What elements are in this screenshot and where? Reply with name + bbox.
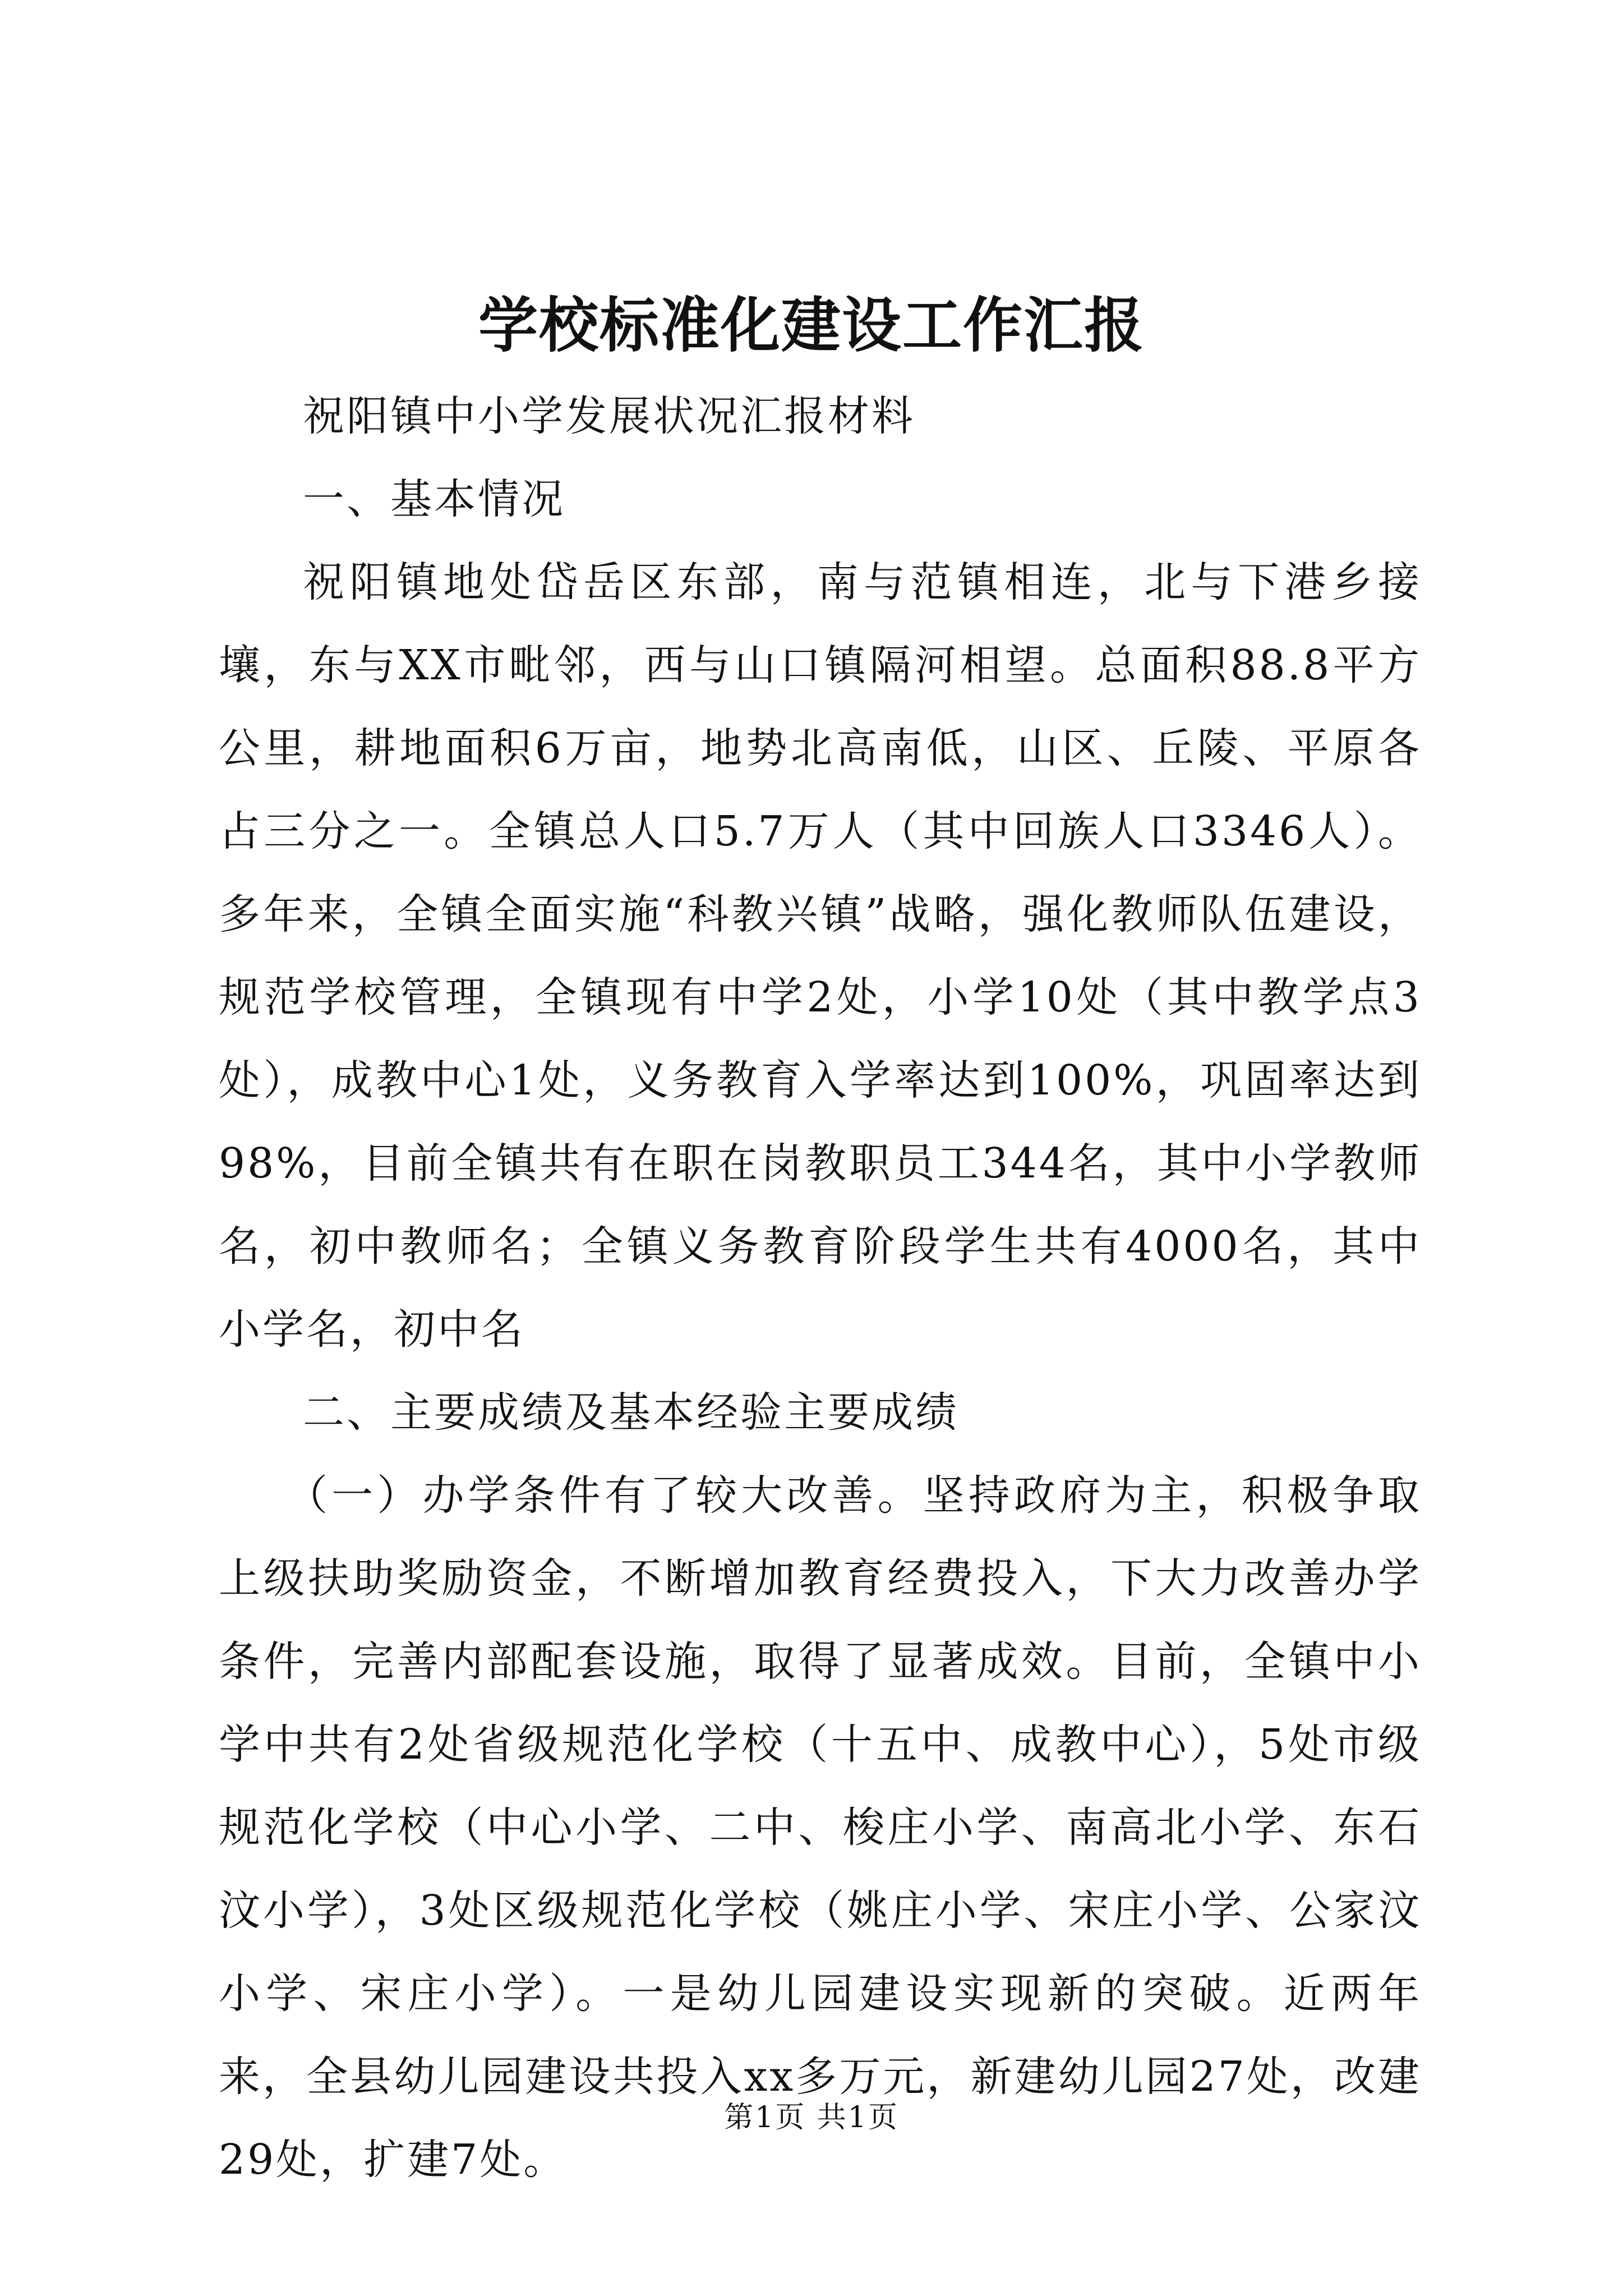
body-paragraph: （一）办学条件有了较大改善。坚持政府为主，积极争取上级扶助奖励资金，不断增加教育经费投入，下大力改善办学条件，完善内部配套设施，取得了显著成效。目前，全镇中小学中共有2处省级规范化学校（十五中、成教中心），5处市级规范化学校（中心小学、二中、梭庄小学、南高北小学、东石汶小学），3处区级规范化学校（姚庄小学、宋庄小学、公家汶小学、宋庄小学）。一是幼儿园建设实现新的突破。近两年来，全县幼儿园建设共投入xx多万元，新建幼儿园27处，改建29处，扩建7处。: [219, 1471, 1422, 2184]
body-paragraph: 祝阳镇地处岱岳区东部，南与范镇相连，北与下港乡接壤，东与XX市毗邻，西与山口镇隔河相望。总面积88.8平方公里，耕地面积6万亩，地势北高南低，山区、丘陵、平原各占三分之一。全镇总人口5.7万人（其中回族人口3346人）。多年来，全镇全面实施“科教兴镇”战略，强化教师队伍建设，规范学校管理，全镇现有中学2处，小学10处（其中教学点3处），成教中心1处，义务教育入学率达到100%，巩固率达到98%，目前全镇共有在职在岗教职员工344名，其中小学教师名，初中教师名；全镇义务教育阶段学生共有4000名，其中小学名，初中名: [219, 558, 1422, 1354]
document-title: 学校标准化建设工作汇报: [478, 290, 1145, 360]
subtitle-paragraph: 祝阳镇中小学发展状况汇报材料: [303, 392, 915, 440]
document-body: [219, 375, 1422, 2201]
section-heading-achievements: 二、主要成绩及基本经验主要成绩: [303, 1388, 959, 1437]
page-footer: 第1页 共1页: [724, 2101, 899, 2134]
section-heading-basic: 一、基本情况: [303, 475, 565, 523]
